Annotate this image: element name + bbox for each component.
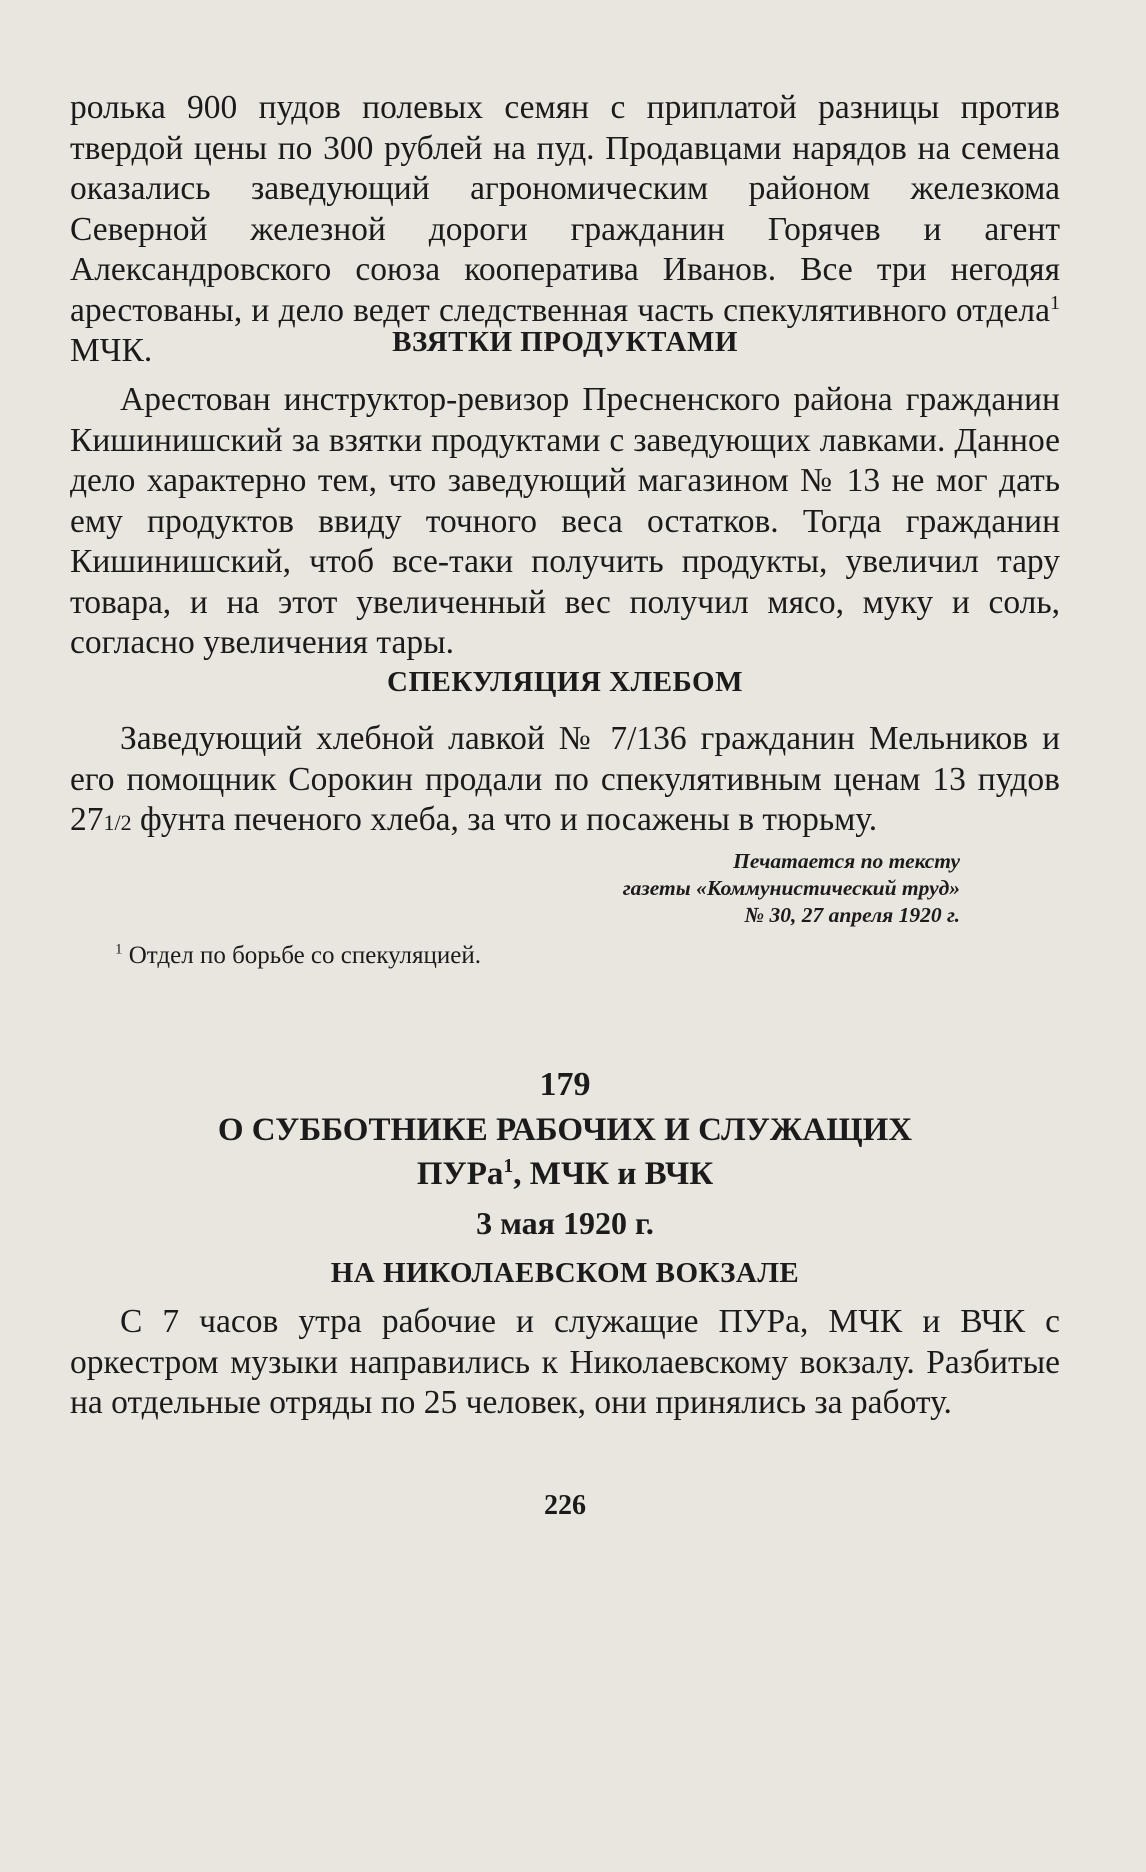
source-note <box>500 848 960 929</box>
fraction: 1/2 <box>103 810 132 835</box>
para2-text: Арестован инструктор-ревизор Пресненского района гражданин Кишинишский за взятки продуктами с заведующих лавками. Данное дело характерно тем, что заведующий магазином № 13 не мог дать ему продуктов ввиду точного веса остатков. Тогда гражданин Кишинишский, чтоб все-таки получить продукты, увеличил тару товара, и на этот увеличенный вес получил мясо, муку и соль, согласно увеличения тары. <box>70 381 1060 661</box>
heading-vokzal: НА НИКОЛАЕВСКОМ ВОКЗАЛЕ <box>330 1257 800 1289</box>
title-pre: ПУРа <box>416 1156 504 1192</box>
heading-vzyatki: ВЗЯТКИ ПРОДУКТАМИ <box>392 326 738 358</box>
document-date: 3 мая 1920 г. <box>476 1205 654 1241</box>
paragraph-vzyatki <box>70 380 1060 664</box>
footnote-ref: 1 <box>1049 291 1060 314</box>
document-title <box>70 1108 1060 1196</box>
title-line-1: О СУББОТНИКЕ РАБОЧИХ И СЛУЖАЩИХ <box>217 1112 913 1148</box>
paragraph-spekulyaciya <box>70 719 1060 844</box>
title-sup: 1 <box>503 1155 514 1177</box>
source-line-2: газеты «Коммунистический труд» <box>622 876 960 900</box>
para4-text: С 7 часов утра рабочие и служащие ПУРа, МЧК и ВЧК с оркестром музыки направились к Николаевскому вокзалу. Разбитые на отдельные отряды по 25 человек, они принялись за работу. <box>70 1303 1060 1421</box>
footnote-mark: 1 <box>115 941 123 958</box>
para3-tail: фунта печеного хлеба, за что и посажены в тюрьму. <box>131 801 878 838</box>
document-number: 179 <box>539 1066 591 1103</box>
source-line-3: № 30, 27 апреля 1920 г. <box>744 903 960 927</box>
page-number: 226 <box>544 1490 586 1521</box>
title-post: , МЧК и ВЧК <box>513 1156 714 1192</box>
footnote <box>115 942 481 970</box>
paragraph-vokzal <box>70 1302 1060 1424</box>
title-line-2 <box>70 1152 1060 1196</box>
para1-tail: МЧК. <box>70 332 153 369</box>
source-line-1: Печатается по тексту <box>733 849 960 873</box>
para1-text: ролька 900 пудов полевых семян с приплатой разницы против твердой цены по 300 рублей на пуд. Продавцами нарядов на семена оказались заведующий агрономическим районом железкома Северной железной дороги гражданин Горячев и агент Александровского союза кооператива Иванов. Все три негодяя арестованы, и дело ведет следственная часть спекулятивного отдела <box>70 89 1060 329</box>
footnote-text: Отдел по борьбе со спекуляцией. <box>122 942 481 969</box>
para3-text: Заведующий хлебной лавкой № 7/136 гражданин Мельников и его помощник Сорокин продали по спекулятивным ценам 13 пудов 27 <box>70 720 1060 838</box>
heading-spekulyaciya: СПЕКУЛЯЦИЯ ХЛЕБОМ <box>387 666 743 698</box>
